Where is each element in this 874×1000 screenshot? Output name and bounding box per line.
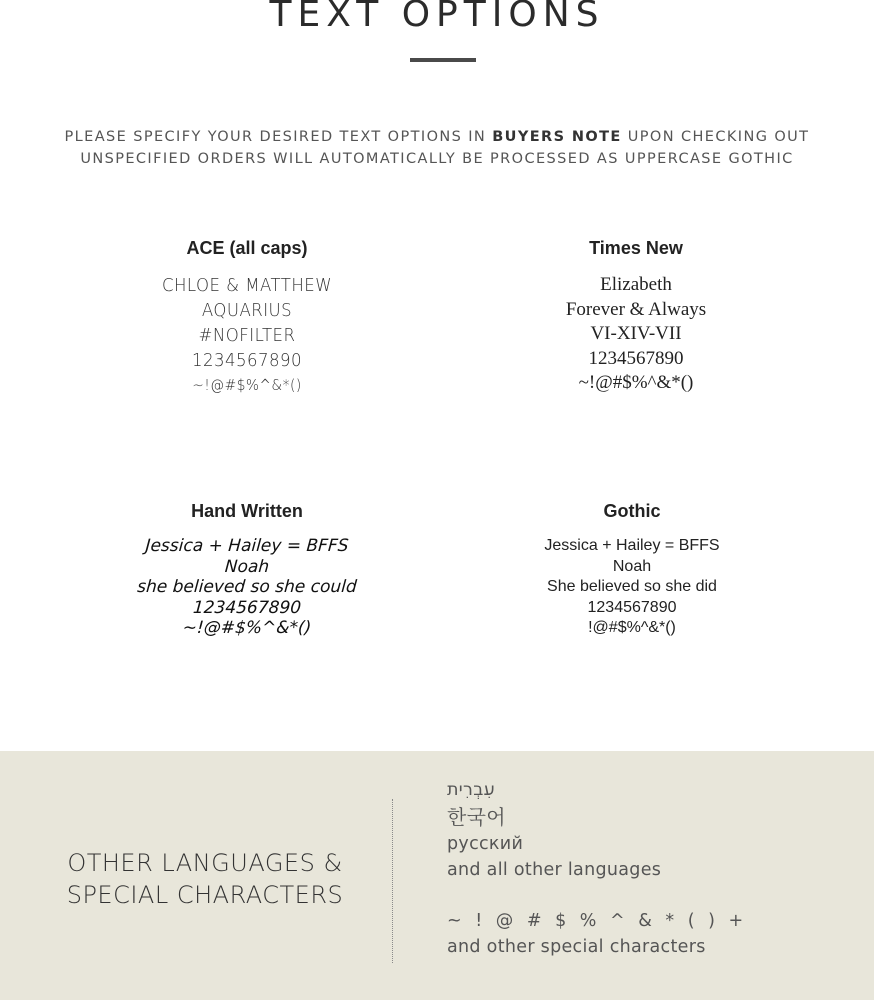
sample-line: ~!@#$%^&*() [578,372,694,393]
sample-line: ~!@#$%^&*() [182,618,312,638]
font-option-gothic [482,501,782,639]
sample-line: Jessica + Hailey = BFFS [544,537,720,554]
sample-line: Forever & Always [565,298,707,320]
hebrew-sample: עִבְרִית [447,780,496,800]
sample-line: Elizabeth [600,274,672,295]
sample-line: 1234567890 [588,347,684,369]
sample-line: #NOFILTER [198,325,296,346]
sample-line: VI-XIV-VII [590,323,682,344]
sample-line: Noah [224,556,270,577]
font-name-hand-written: Hand Written [191,501,303,521]
dotted-divider [392,799,393,963]
buyers-note-emphasis: BUYERS NOTE [492,129,622,145]
instructions [0,126,874,170]
instruction-line-2: UNSPECIFIED ORDERS WILL AUTOMATICALLY BE PROCESSED AS UPPERCASE GOTHIC [80,151,794,167]
languages-heading [60,847,350,911]
title-underline [410,58,476,62]
font-option-times-new [486,238,786,396]
sample-line: 1234567890 [587,598,677,616]
korean-sample: 한국어 [447,805,506,829]
instruction-post: UPON CHECKING OUT [621,129,810,145]
page-title: TEXT OPTIONS [269,0,605,35]
spacer [447,883,847,908]
sample-line: 1234567890 [192,597,302,618]
sample-line: 1234567890 [192,350,302,371]
sample-line: She believed so she did [547,578,717,595]
sample-line: !@#$%^&*() [588,619,676,636]
special-characters-sample: ~ ! @ # $ % ^ & * ( ) + [447,911,748,931]
sample-line: AQUARIUS [201,300,293,321]
sample-line: CHLOE & MATTHEW [161,275,333,296]
font-name-times-new: Times New [589,238,683,258]
russian-sample: русский [447,834,524,854]
font-option-ace [97,238,397,398]
instruction-pre: PLEASE SPECIFY YOUR DESIRED TEXT OPTIONS IN [64,129,493,145]
special-characters-note: and other special characters [447,937,706,957]
sample-line: she believed so she could [136,577,358,597]
font-option-hand-written [97,501,397,639]
font-name-ace: ACE (all caps) [186,238,308,258]
sample-line: Noah [612,557,652,575]
languages-heading-line-1: OTHER LANGUAGES & [67,849,343,877]
languages-list [447,777,847,960]
instruction-line-1 [0,126,874,148]
sample-line: ~!@#$%^&*() [192,376,302,394]
sample-line: Jessica + Hailey = BFFS [144,536,350,556]
languages-heading-line-2: SPECIAL CHARACTERS [66,881,344,909]
font-name-gothic: Gothic [603,501,661,521]
all-languages-note: and all other languages [447,860,662,880]
languages-panel [0,751,874,1000]
